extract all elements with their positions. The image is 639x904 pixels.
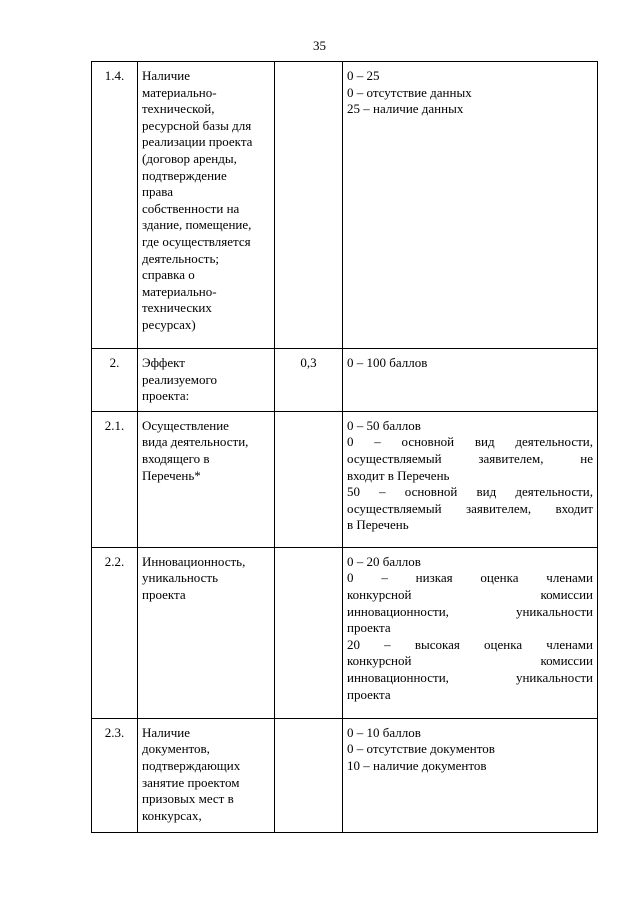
criterion-line: справка о bbox=[142, 267, 195, 283]
criterion-line: Осуществление bbox=[142, 417, 229, 433]
table-row bbox=[92, 349, 598, 412]
scale-line: 0 – 10 баллов bbox=[347, 724, 421, 740]
table-row bbox=[92, 547, 598, 718]
row-number: 2. bbox=[92, 349, 138, 412]
scale-line: осуществляемый заявителем, входит bbox=[347, 500, 593, 516]
scale-line: 0 – низкая оценка членами bbox=[347, 570, 593, 586]
criterion-line: права bbox=[142, 184, 173, 200]
criterion-line: призовых мест в bbox=[142, 791, 234, 807]
table-row bbox=[92, 718, 598, 832]
criterion-line: документов, bbox=[142, 741, 210, 757]
criterion-line: (договор аренды, bbox=[142, 150, 237, 166]
scale-line: 0 – отсутствие данных bbox=[347, 84, 472, 100]
criterion-line: подтверждающих bbox=[142, 757, 241, 773]
criterion-line: Наличие bbox=[142, 724, 190, 740]
criterion-line: технической, bbox=[142, 101, 215, 117]
page-number: 35 bbox=[313, 38, 326, 53]
scale-cell bbox=[343, 62, 598, 349]
criterion-line: Наличие bbox=[142, 68, 190, 83]
criterion-line: Эффект bbox=[142, 355, 185, 370]
criterion-line: Перечень* bbox=[142, 467, 201, 483]
weight-cell bbox=[275, 411, 343, 547]
scale-cell bbox=[343, 349, 598, 412]
criterion-line: уникальность bbox=[142, 570, 218, 586]
criterion-line: вида деятельности, bbox=[142, 434, 249, 450]
criterion-line: собственности на bbox=[142, 200, 240, 216]
criterion-line: Инновационность, bbox=[142, 553, 246, 569]
criterion-line: подтверждение bbox=[142, 167, 227, 183]
criterion-line: конкурсах, bbox=[142, 807, 202, 823]
scale-line: конкурсной комиссии bbox=[347, 653, 593, 669]
table-row bbox=[92, 62, 598, 349]
scale-line: проекта bbox=[347, 620, 391, 636]
criterion-line: здание, помещение, bbox=[142, 217, 252, 233]
scale-cell bbox=[343, 718, 598, 832]
scale-line: осуществляемый заявителем, не bbox=[347, 450, 593, 466]
scale-line: 0 – основной вид деятельности, bbox=[347, 434, 593, 450]
scale-line: входит в Перечень bbox=[347, 467, 450, 483]
scale-line: 10 – наличие документов bbox=[347, 757, 487, 773]
scale-line: 0 – 100 баллов bbox=[347, 355, 428, 370]
row-number: 2.1. bbox=[92, 411, 138, 547]
row-number: 2.3. bbox=[92, 718, 138, 832]
criterion-line: реализуемого bbox=[142, 371, 217, 387]
criterion-line: реализации проекта bbox=[142, 134, 253, 150]
scale-line: 25 – наличие данных bbox=[347, 101, 464, 117]
scale-line: проекта bbox=[347, 686, 391, 702]
scale-line: 0 – отсутствие документов bbox=[347, 741, 495, 757]
criterion-line: материально- bbox=[142, 84, 217, 100]
row-number: 1.4. bbox=[92, 62, 138, 349]
criterion-cell bbox=[138, 411, 275, 547]
weight-cell bbox=[275, 62, 343, 349]
criterion-line: проекта: bbox=[142, 388, 190, 404]
scale-line: инновационности, уникальности bbox=[347, 669, 593, 685]
scale-cell bbox=[343, 411, 598, 547]
scale-line: 20 – высокая оценка членами bbox=[347, 636, 593, 652]
criterion-line: деятельность; bbox=[142, 250, 220, 266]
criterion-line: ресурсах) bbox=[142, 316, 196, 332]
weight-cell: 0,3 bbox=[275, 349, 343, 412]
scale-line: 50 – основной вид деятельности, bbox=[347, 484, 593, 500]
criterion-cell bbox=[138, 62, 275, 349]
scale-line: 0 – 50 баллов bbox=[347, 417, 421, 433]
criterion-line: материально- bbox=[142, 283, 217, 299]
scale-line: 0 – 20 баллов bbox=[347, 553, 421, 569]
criterion-line: ресурсной базы для bbox=[142, 117, 252, 133]
scale-line: в Перечень bbox=[347, 517, 409, 533]
scale-line: 0 – 25 bbox=[347, 68, 380, 83]
criterion-line: технических bbox=[142, 300, 212, 316]
weight-cell bbox=[275, 718, 343, 832]
scale-line: инновационности, уникальности bbox=[347, 603, 593, 619]
criterion-cell bbox=[138, 547, 275, 718]
row-number: 2.2. bbox=[92, 547, 138, 718]
scale-line: конкурсной комиссии bbox=[347, 586, 593, 602]
criterion-cell bbox=[138, 718, 275, 832]
weight-cell bbox=[275, 547, 343, 718]
criterion-line: проекта bbox=[142, 586, 186, 602]
criterion-line: входящего в bbox=[142, 450, 210, 466]
table-row bbox=[92, 411, 598, 547]
criterion-line: занятие проектом bbox=[142, 774, 240, 790]
scale-cell bbox=[343, 547, 598, 718]
criterion-cell bbox=[138, 349, 275, 412]
criterion-line: где осуществляется bbox=[142, 233, 251, 249]
criteria-table bbox=[91, 61, 598, 833]
